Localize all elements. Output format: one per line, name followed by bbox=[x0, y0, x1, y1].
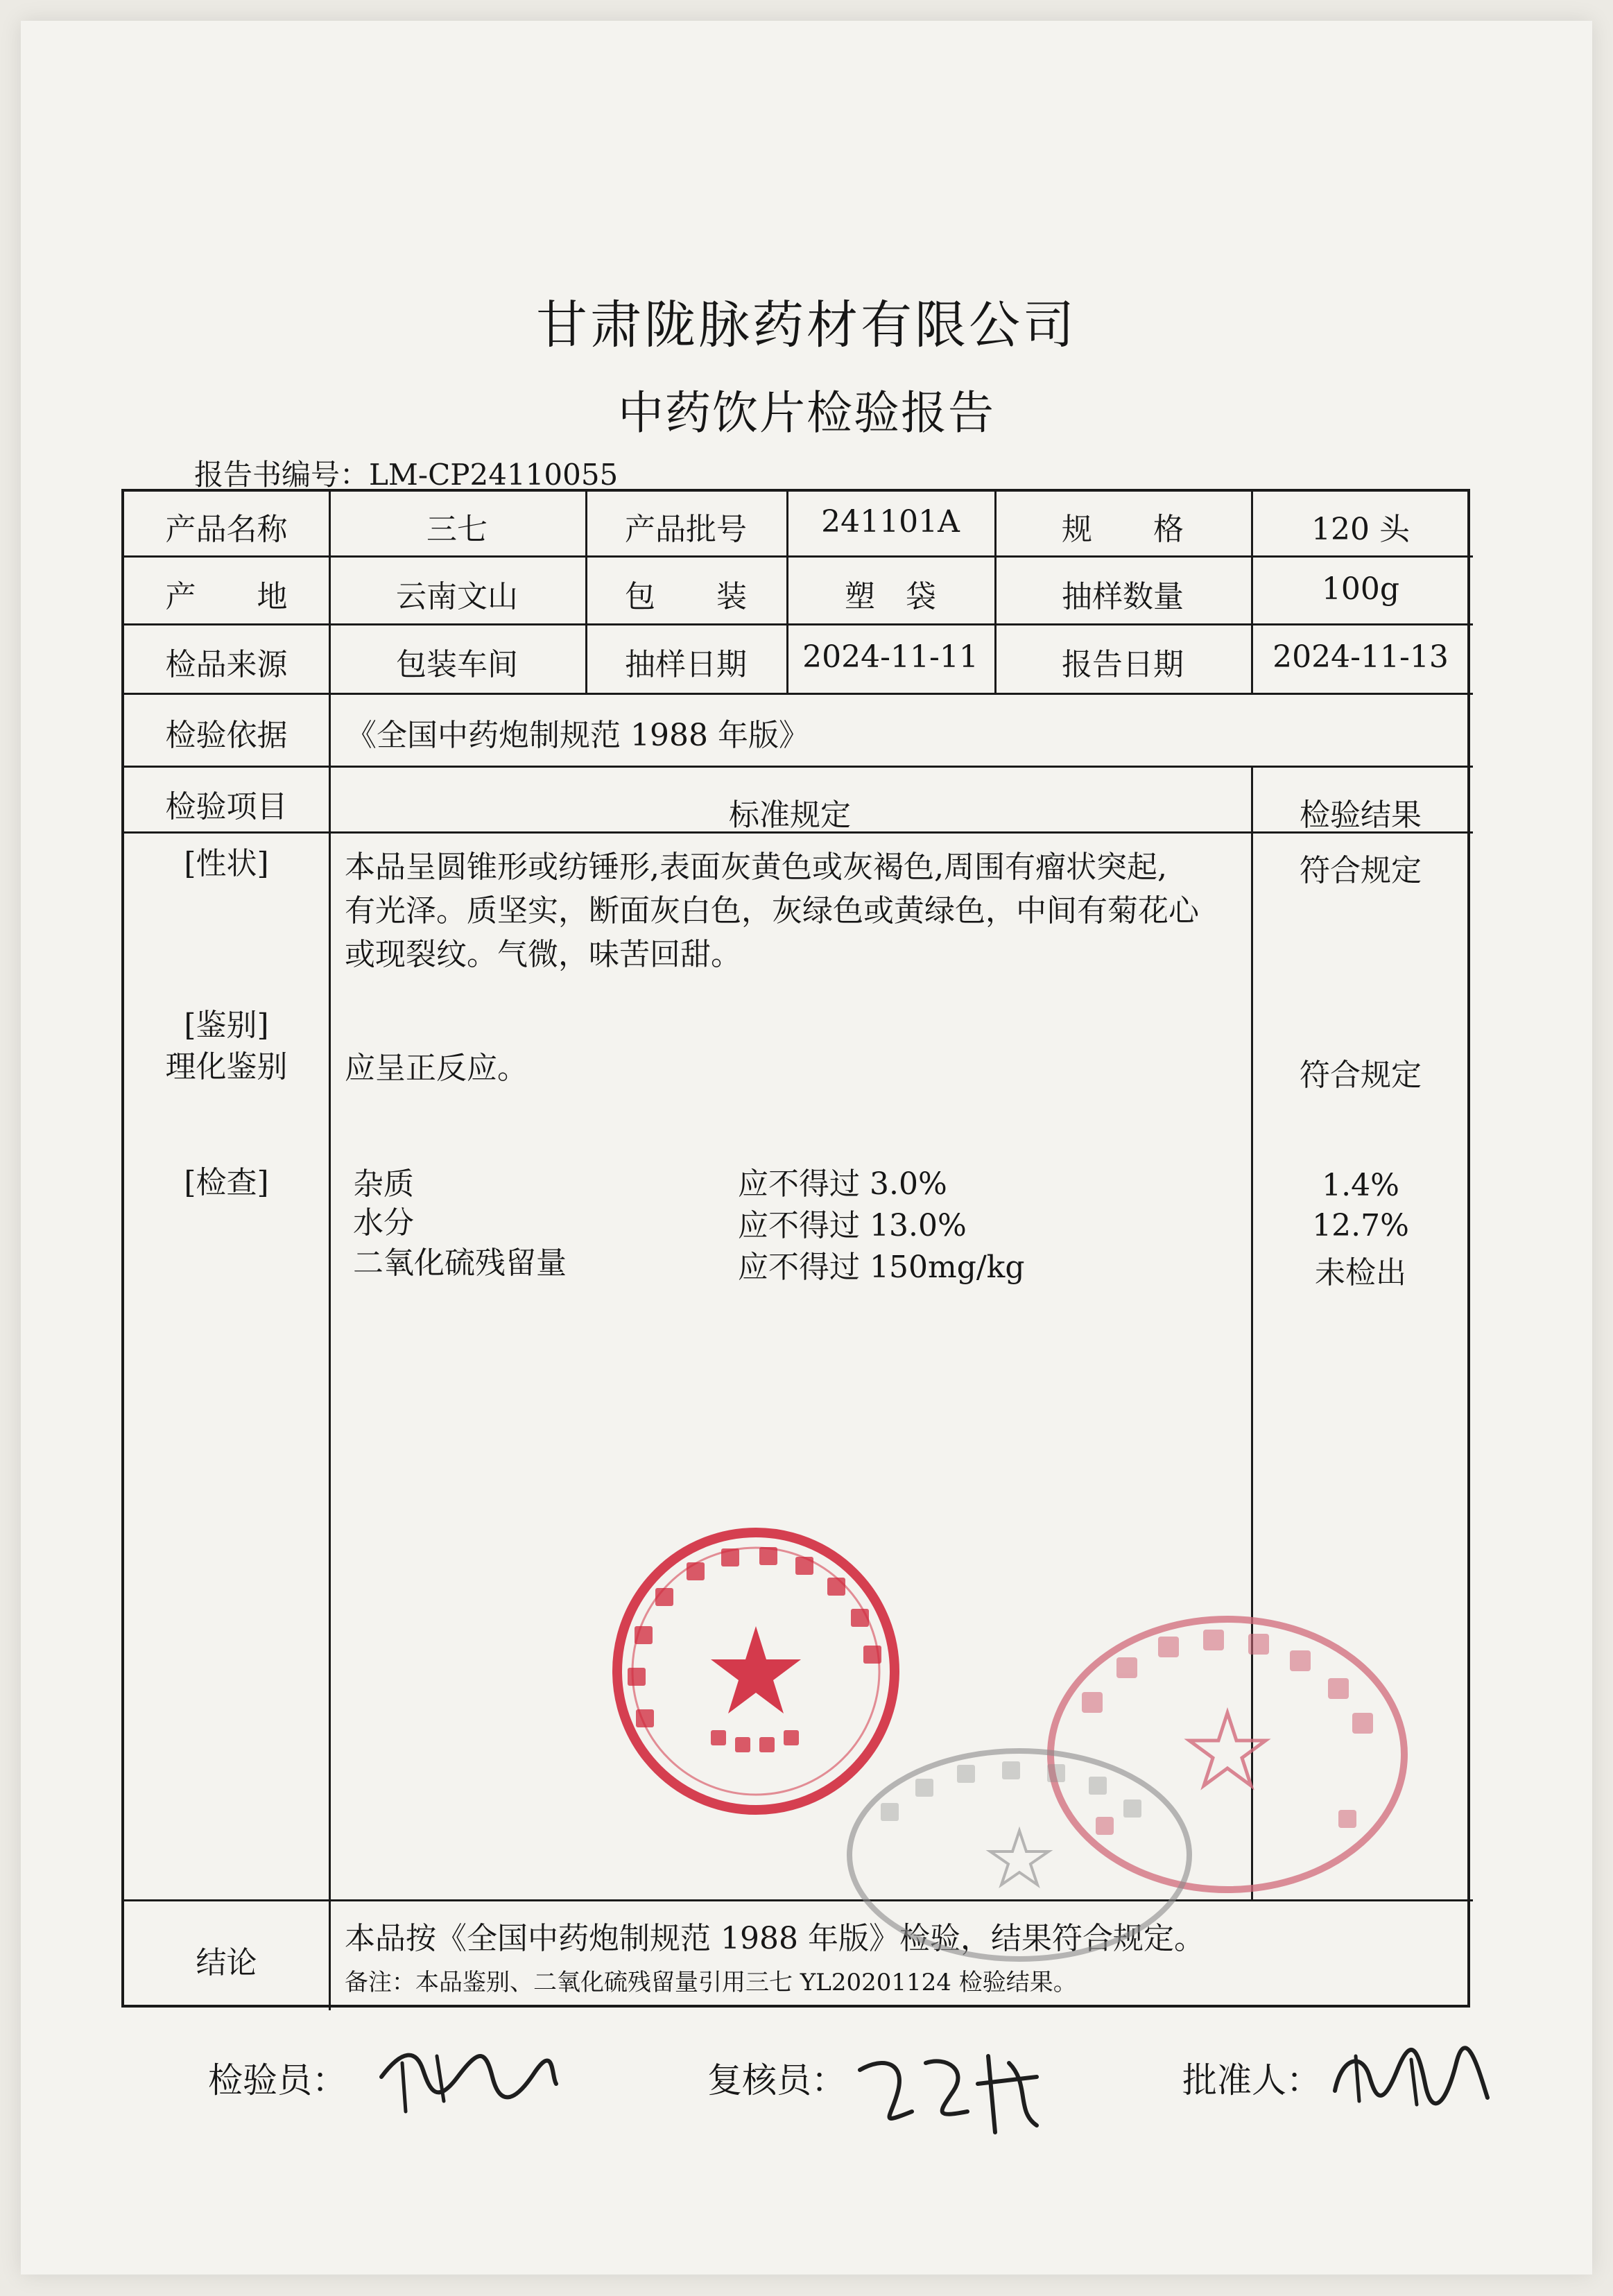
source-value: 包装车间 bbox=[396, 647, 518, 682]
spec-value: 120 头 bbox=[1311, 512, 1410, 547]
approver-label: 批准人： bbox=[1182, 2060, 1321, 2100]
conclusion-note: 备注：本品鉴别、二氧化硫残留量引用三七 YL20201124 检验结果。 bbox=[345, 1969, 1077, 1996]
row-line bbox=[124, 693, 1473, 695]
property-line-3: 或现裂纹。气微，味苦回甜。 bbox=[345, 937, 741, 972]
origin-label: 产 地 bbox=[165, 579, 288, 614]
row-line bbox=[124, 766, 1473, 768]
item-column-header: 检验项目 bbox=[165, 789, 288, 825]
check-result: 12.7% bbox=[1312, 1208, 1409, 1243]
check-standard: 应不得过 3.0% bbox=[738, 1166, 947, 1202]
package-label: 包 装 bbox=[625, 579, 747, 614]
batch-label: 产品批号 bbox=[625, 512, 747, 547]
check-label: [检查] bbox=[184, 1165, 269, 1200]
report-date-label: 报告日期 bbox=[1062, 647, 1184, 682]
ident-label: [鉴别] bbox=[184, 1008, 269, 1043]
standard-column-header: 标准规定 bbox=[729, 797, 851, 833]
property-line-1: 本品呈圆锥形或纺锤形,表面灰黄色或灰褐色,周围有瘤状突起, bbox=[345, 849, 1167, 885]
sample-date: 2024-11-11 bbox=[802, 639, 978, 675]
company-title: 甘肃陇脉药材有限公司 bbox=[536, 295, 1077, 355]
conclusion-text: 本品按《全国中药炮制规范 1988 年版》检验，结果符合规定。 bbox=[345, 1921, 1205, 1956]
check-result: 未检出 bbox=[1315, 1255, 1406, 1291]
reviewer-signature bbox=[849, 2035, 1051, 2139]
report-title: 中药饮片检验报告 bbox=[618, 386, 995, 440]
basis-label: 检验依据 bbox=[165, 718, 288, 753]
basis-value: 《全国中药炮制规范 1988 年版》 bbox=[346, 718, 809, 753]
product-name-label: 产品名称 bbox=[165, 512, 288, 547]
ident-result: 符合规定 bbox=[1300, 1058, 1422, 1093]
sample-qty-label: 抽样数量 bbox=[1062, 579, 1184, 614]
report-sheet bbox=[21, 21, 1592, 2275]
ident-standard: 应呈正反应。 bbox=[345, 1051, 528, 1086]
row-line bbox=[124, 623, 1473, 625]
check-name: 水分 bbox=[353, 1205, 414, 1241]
report-number-label: 报告书编号： bbox=[194, 458, 370, 492]
sample-qty-value: 100g bbox=[1321, 571, 1400, 607]
report-number-value: LM-CP24110055 bbox=[369, 458, 619, 492]
check-standard: 应不得过 150mg/kg bbox=[738, 1250, 1025, 1285]
report-date: 2024-11-13 bbox=[1273, 639, 1449, 675]
result-column-header: 检验结果 bbox=[1300, 797, 1422, 833]
check-standard: 应不得过 13.0% bbox=[738, 1208, 967, 1243]
inspector-signature bbox=[374, 2035, 562, 2118]
ident-sub-label: 理化鉴别 bbox=[165, 1049, 288, 1085]
col-line bbox=[329, 492, 331, 2010]
product-name: 三七 bbox=[426, 512, 488, 547]
spec-label: 规 格 bbox=[1062, 512, 1184, 547]
source-label: 检品来源 bbox=[165, 647, 288, 682]
sample-date-label: 抽样日期 bbox=[625, 647, 747, 682]
reviewer-label: 复核员： bbox=[707, 2060, 846, 2100]
check-result: 1.4% bbox=[1322, 1168, 1399, 1203]
property-label: [性状] bbox=[184, 846, 269, 881]
batch-number: 241101A bbox=[821, 504, 960, 540]
property-result: 符合规定 bbox=[1300, 853, 1422, 888]
package-value: 塑 袋 bbox=[845, 579, 936, 614]
check-name: 杂质 bbox=[353, 1166, 414, 1202]
report-number bbox=[194, 452, 618, 494]
inspection-seal-stamp bbox=[839, 1741, 1200, 1969]
property-line-2: 有光泽。质坚实，断面灰白色，灰绿色或黄绿色，中间有菊花心 bbox=[345, 893, 1199, 929]
origin-value: 云南文山 bbox=[396, 579, 518, 614]
conclusion-label: 结论 bbox=[196, 1945, 257, 1980]
check-name: 二氧化硫残留量 bbox=[353, 1245, 567, 1281]
row-line bbox=[124, 555, 1473, 558]
inspector-label: 检验员： bbox=[208, 2060, 347, 2100]
approver-signature bbox=[1328, 2035, 1494, 2112]
